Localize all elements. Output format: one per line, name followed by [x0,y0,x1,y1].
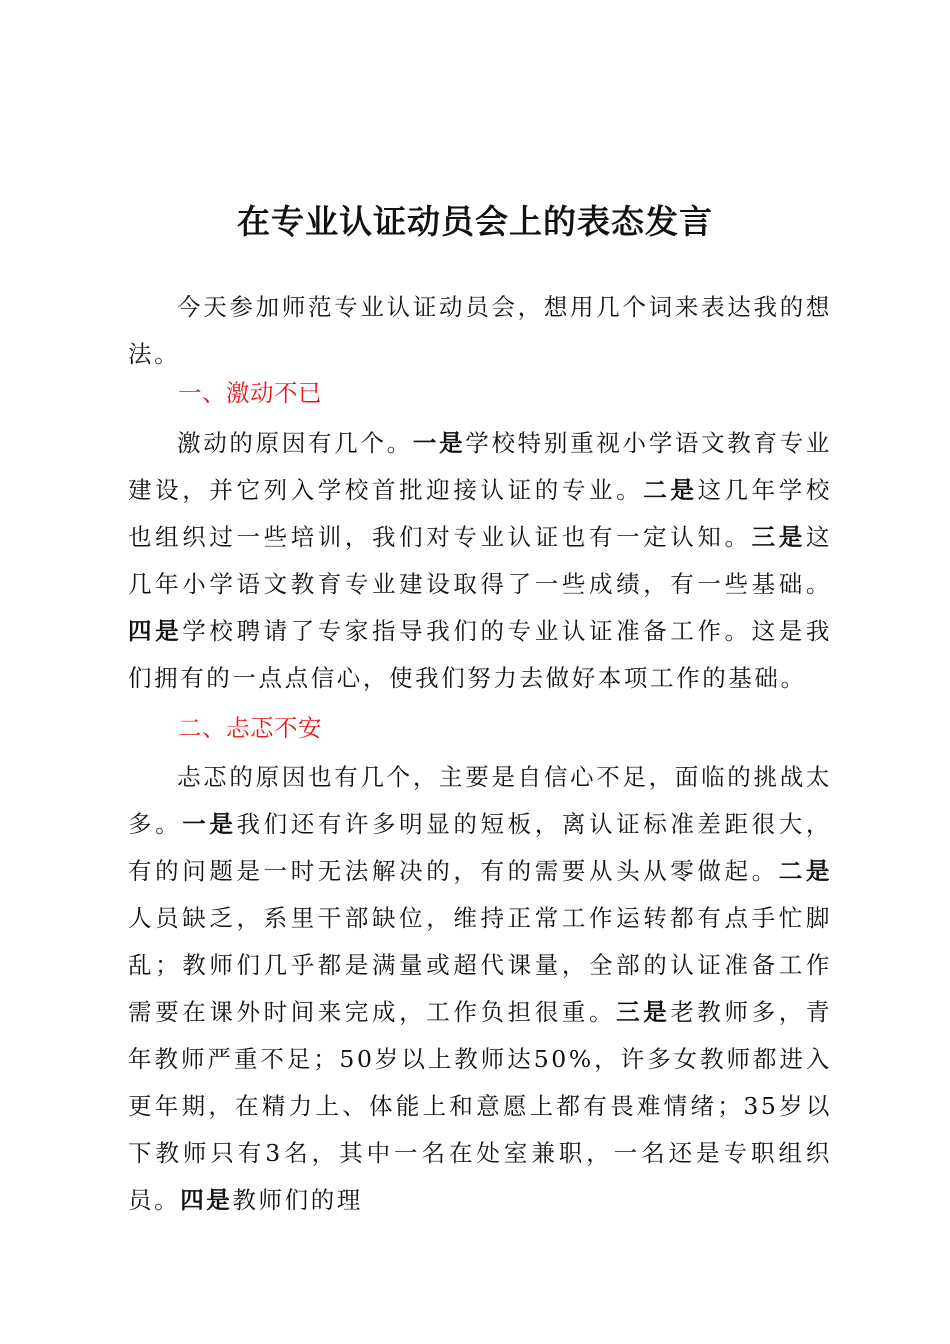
section2-point3-text: 老教师多，青年教师严重不足；50岁以上教师达50%，许多女教师都进入更年期，在精力上、体能上和意愿上都有畏难情绪；35岁以下教师只有3名，其中一名在处室兼职，一名还是专职组织员。 [128,998,832,1214]
section1-point2-text: 这几年学校也组织过一些培训，我们对专业认证也有一定认知。 [128,476,832,551]
section2-point2-text: 人员缺乏，系里干部缺位，维持正常工作运转都有点手忙脚乱；教师们几乎都是满量或超代课量，全部的认证准备工作需要在课外时间来完成，工作负担很重。 [128,904,832,1026]
section2-paragraph [128,754,832,1224]
section2-lead: 忐忑的原因也有几个，主要是自信心不足，面临的挑战太多。 [128,763,832,838]
section1-point3-label: 三是 [751,523,806,551]
section1-point4-text: 学校聘请了专家指导我们的专业认证准备工作。这是我们拥有的一点点信心，使我们努力去做好本项工作的基础。 [128,617,832,692]
section2-point2-label: 二是 [778,857,832,885]
section2-point4-label: 四是 [180,1186,233,1214]
section1-point3-text: 这几年小学语文教育专业建设取得了一些成绩，有一些基础。 [128,523,832,598]
section1-point2-label: 二是 [643,476,698,504]
section2-point3-label: 三是 [616,998,671,1026]
section2-point1-text: 我们还有许多明显的短板，离认证标准差距很大，有的问题是一时无法解决的，有的需要从头从零做起。 [128,810,832,885]
intro-text: 今天参加师范专业认证动员会，想用几个词来表达我的想法。 [128,293,832,368]
section2-point4-text: 教师们的理 [232,1186,363,1214]
section2-heading: 二、忐忑不安 [178,714,322,742]
section1-point4-label: 四是 [128,617,183,645]
section2-point1-label: 一是 [182,810,237,838]
section1-paragraph [128,420,832,702]
document-title: 在专业认证动员会上的表态发言 [237,202,713,241]
intro-paragraph [128,284,832,378]
section1-point1-text: 学校特别重视小学语文教育专业建设，并它列入学校首批迎接认证的专业。 [128,429,833,504]
section1-lead: 激动的原因有几个。 [177,429,413,457]
section1-point1-label: 一是 [412,429,466,457]
section1-heading: 一、激动不已 [178,379,322,407]
